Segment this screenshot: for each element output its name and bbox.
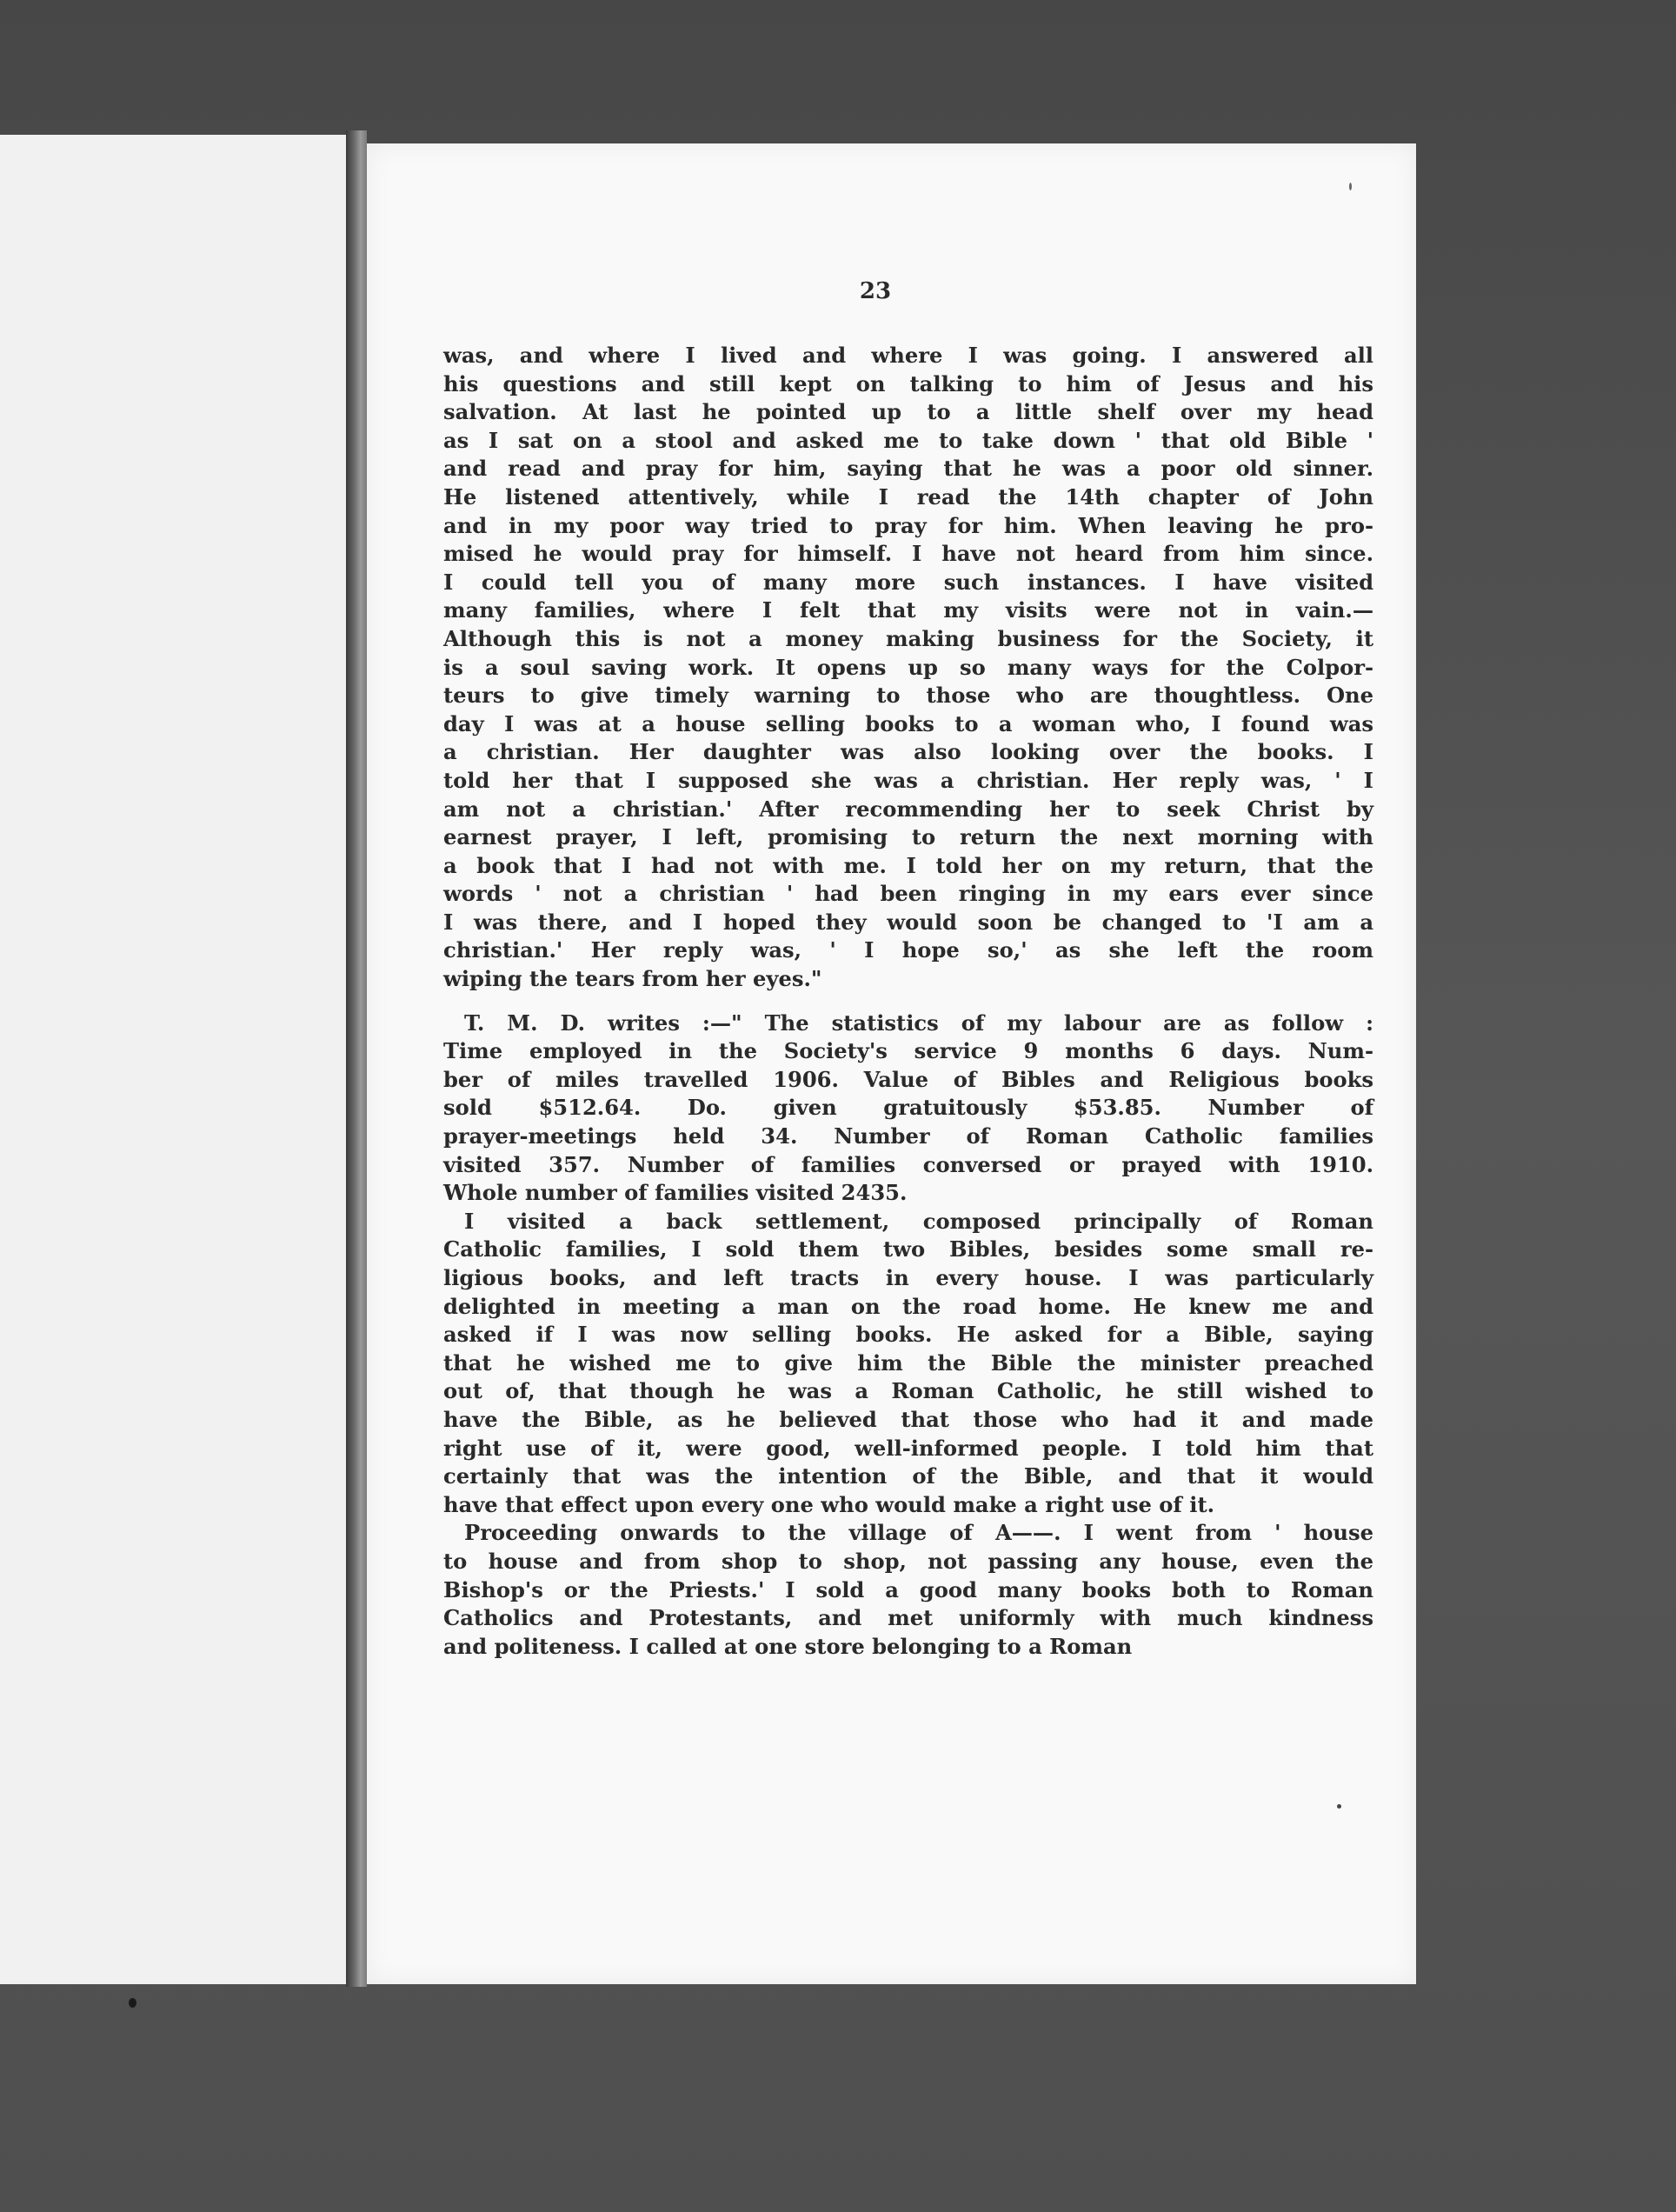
text-line: Bishop's or the Priests.' I sold a good many books both to Roman — [443, 1576, 1373, 1602]
text-line: to house and from shop to shop, not passing any house, even the — [443, 1548, 1373, 1574]
paragraph-3 — [443, 1208, 1373, 1520]
text-line: visited 357. Number of families conversed or prayed with 1910. — [443, 1151, 1373, 1177]
text-line: mised he would pray for himself. I have not heard from him since. — [443, 541, 1373, 567]
dust-speck — [1349, 183, 1352, 190]
text-line: Catholics and Protestants, and met uniformly with much kindness — [443, 1605, 1373, 1631]
text-line: am not a christian.' After recommending her to seek Christ by — [443, 796, 1373, 822]
text-line: and read and pray for him, saying that he was a poor old sinner. — [443, 456, 1373, 482]
text-line: I could tell you of many more such instances. I have visited — [443, 569, 1373, 595]
paragraph-1 — [443, 342, 1373, 994]
text-line: a christian. Her daughter was also looking over the books. I — [443, 739, 1373, 765]
text-line: and politeness. I called at one store belonging to a Roman — [443, 1633, 1133, 1659]
page-body — [443, 342, 1373, 1661]
text-line: christian.' Her reply was, ' I hope so,' as she left the room — [443, 937, 1373, 963]
text-line: a book that I had not with me. I told her on my return, that the — [443, 852, 1373, 878]
text-line: as I sat on a stool and asked me to take down ' that old Bible ' — [443, 427, 1373, 453]
text-line: wiping the tears from her eyes." — [443, 966, 822, 992]
text-line: is a soul saving work. It opens up so many ways for the Colpor- — [443, 654, 1373, 680]
text-line: his questions and still kept on talking to him of Jesus and his — [443, 370, 1373, 396]
text-line: many families, where I felt that my visits were not in vain.— — [443, 597, 1373, 623]
text-line: told her that I supposed she was a christian. Her reply was, ' I — [443, 767, 1373, 793]
text-line: teurs to give timely warning to those who are thoughtless. One — [443, 683, 1373, 709]
text-line: earnest prayer, I left, promising to return the next morning with — [443, 824, 1373, 850]
page-number: 23 — [859, 278, 892, 304]
text-line: Whole number of families visited 2435. — [443, 1180, 908, 1206]
text-line: He listened attentively, while I read the 14th chapter of John — [443, 483, 1373, 510]
text-line: asked if I was now selling books. He asked for a Bible, saying — [443, 1322, 1373, 1348]
text-line: and in my poor way tried to pray for him. When leaving he pro- — [443, 512, 1373, 538]
text-line: have the Bible, as he believed that those who had it and made — [443, 1406, 1373, 1432]
text-line: out of, that though he was a Roman Catholic, he still wished to — [443, 1378, 1373, 1404]
text-line: sold $512.64. Do. given gratuitously $53.85. Number of — [443, 1095, 1373, 1121]
text-line: that he wished me to give him the Bible the minister preached — [443, 1349, 1373, 1376]
text-line: ber of miles travelled 1906. Value of Bibles and Religious books — [443, 1066, 1373, 1092]
text-line: delighted in meeting a man on the road home. He knew me and — [443, 1293, 1373, 1319]
book-gutter — [346, 130, 367, 1987]
text-line: words ' not a christian ' had been ringing in my ears ever since — [443, 881, 1373, 907]
text-line: certainly that was the intention of the Bible, and that it would — [443, 1463, 1373, 1489]
text-line: salvation. At last he pointed up to a little shelf over my head — [443, 399, 1373, 425]
text-line: Catholic families, I sold them two Bibles, besides some small re- — [443, 1236, 1373, 1263]
left-page-fragment — [0, 135, 349, 1984]
text-line: Time employed in the Society's service 9 months 6 days. Num- — [443, 1038, 1373, 1064]
text-line: Proceeding onwards to the village of A——. I went from ' house — [464, 1520, 1373, 1546]
paragraph-2 — [443, 1009, 1373, 1208]
right-page — [367, 143, 1416, 1984]
text-line: have that effect upon every one who would make a right use of it. — [443, 1491, 1215, 1517]
dust-speck — [1337, 1804, 1341, 1809]
text-line: T. M. D. writes :—" The statistics of my labour are as follow : — [464, 1009, 1373, 1036]
paragraph-4 — [443, 1519, 1373, 1661]
text-line: I was there, and I hoped they would soon be changed to 'I am a — [443, 909, 1373, 935]
text-line: day I was at a house selling books to a woman who, I found was — [443, 710, 1373, 736]
text-line: ligious books, and left tracts in every house. I was particularly — [443, 1265, 1373, 1290]
text-line: I visited a back settlement, composed principally of Roman — [464, 1208, 1373, 1234]
text-line: prayer-meetings held 34. Number of Roman Catholic families — [443, 1123, 1373, 1149]
text-line: Although this is not a money making business for the Society, it — [443, 625, 1373, 651]
text-line: was, and where I lived and where I was going. I answered all — [443, 343, 1373, 368]
dust-speck — [129, 1998, 136, 2008]
text-line: right use of it, were good, well-informed people. I told him that — [443, 1435, 1373, 1461]
